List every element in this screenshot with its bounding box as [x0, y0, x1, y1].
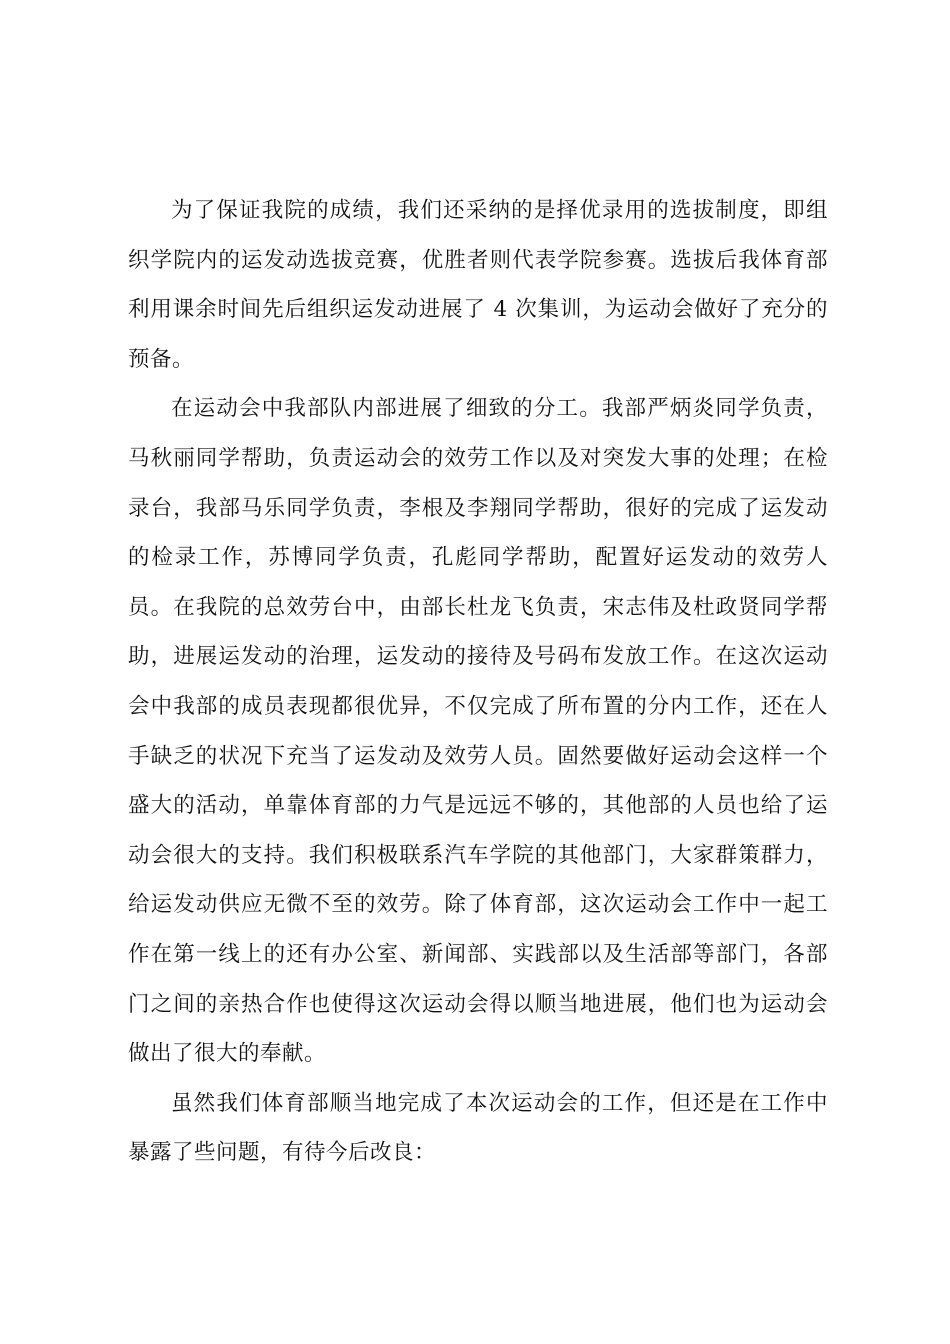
document-body — [128, 186, 828, 1178]
paragraph-selection-system: 为了保证我院的成绩，我们还采纳的是择优录用的选拔制度，即组织学院内的运发动选拔竞赛，优胜者则代表学院参赛。选拔后我体育部利用课余时间先后组织运发动进展了 4 次集训，为运动会做好了充分的预备。 — [128, 198, 828, 372]
paragraph-problems-intro: 虽然我们体育部顺当地完成了本次运动会的工作，但还是在工作中暴露了些问题，有待今后改良： — [128, 1090, 828, 1166]
paragraph-division-of-labor: 在运动会中我部队内部进展了细致的分工。我部严炳炎同学负责，马秋丽同学帮助，负责运动会的效劳工作以及对突发大事的处理；在检录台，我部马乐同学负责，李根及李翔同学帮助，很好的完成了运发动的检录工作，苏博同学负责，孔彪同学帮助，配置好运发动的效劳人员。在我院的总效劳台中，由部长杜龙飞负责，宋志伟及杜政贤同学帮助，进展运发动的治理，运发动的接待及号码布发放工作。在这次运动会中我部的成员表现都很优异，不仅完成了所布置的分内工作，还在人手缺乏的状况下充当了运发动及效劳人员。固然要做好运动会这样一个盛大的活动，单靠体育部的力气是远远不够的，其他部的人员也给了运动会很大的支持。我们积极联系汽车学院的其他部门，大家群策群力，给运发动供应无微不至的效劳。除了体育部，这次运动会工作中一起工作在第一线上的还有办公室、新闻部、实践部以及生活部等部门，各部门之间的亲热合作也使得这次运动会得以顺当地进展，他们也为运动会做出了很大的奉献。 — [128, 396, 828, 1067]
